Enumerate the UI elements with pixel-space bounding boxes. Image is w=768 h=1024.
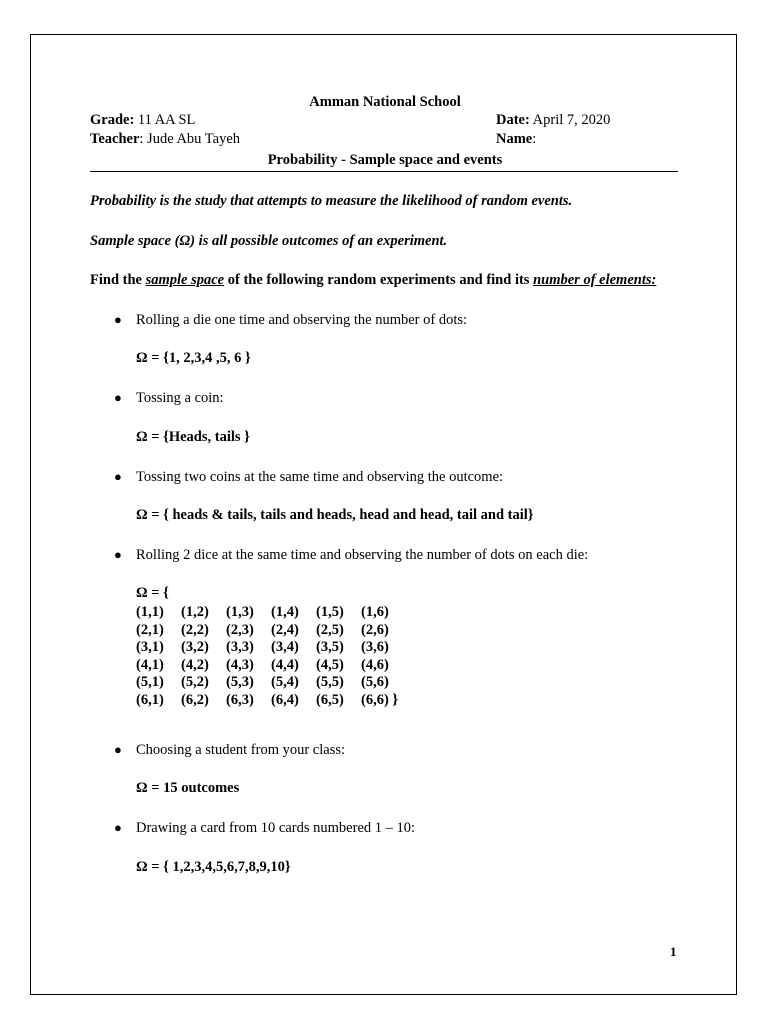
grade-line <box>90 112 195 129</box>
bullet-icon: ● <box>114 312 122 327</box>
dice-grid-row <box>136 674 398 692</box>
dice-outcomes-grid <box>136 604 398 710</box>
item-question: Tossing two coins at the same time and observing the outcome: <box>136 469 504 485</box>
teacher-label: Teacher <box>90 131 140 147</box>
number-of-elements-term: number of elements: <box>533 272 657 288</box>
dice-outcome-cell: (4,6) <box>361 656 389 673</box>
dice-grid-row <box>136 657 398 675</box>
dice-outcome-cell: (6,3) <box>226 691 254 708</box>
dice-grid-row <box>136 604 398 622</box>
grade-label: Grade: <box>90 112 135 128</box>
name-label: Name <box>496 131 533 147</box>
dice-outcome-cell: (5,5) <box>316 674 344 691</box>
dice-outcome-cell: (3,2) <box>181 639 209 656</box>
dice-outcome-cell: (3,3) <box>226 639 254 656</box>
page-number: 1 <box>670 944 677 959</box>
dice-outcome-cell: (2,5) <box>316 621 344 638</box>
item-question: Rolling 2 dice at the same time and observing the number of dots on each die: <box>136 547 589 563</box>
dice-outcome-cell: (2,1) <box>136 621 164 638</box>
header-rule <box>90 171 678 172</box>
dice-outcome-cell: (6,1) <box>136 691 164 708</box>
item-question: Drawing a card from 10 cards numbered 1 – 10: <box>136 820 416 836</box>
item-answer: Ω = {1, 2,3,4 ,5, 6 } <box>136 350 251 366</box>
item-answer: Ω = { 1,2,3,4,5,6,7,8,9,10} <box>136 859 291 875</box>
dice-outcome-cell: (1,4) <box>271 604 299 620</box>
bullet-icon: ● <box>114 547 122 562</box>
worksheet-title: Probability - Sample space and events <box>267 152 503 168</box>
dice-outcome-cell: (4,4) <box>271 656 299 673</box>
dice-outcome-cell: (2,3) <box>226 621 254 638</box>
sample-space-definition: Sample space (Ω) is all possible outcomes of an experiment. <box>90 233 448 249</box>
dice-outcome-cell: (3,6) <box>361 639 389 656</box>
item-question: Tossing a coin: <box>136 390 224 406</box>
name-line <box>496 131 536 148</box>
dice-outcome-cell: (6,2) <box>181 691 209 708</box>
dice-outcome-cell: (1,3) <box>226 604 254 620</box>
teacher-value: : Jude Abu Tayeh <box>139 131 241 147</box>
item-question: Rolling a die one time and observing the number of dots: <box>136 312 468 328</box>
dice-outcome-cell: (5,6) <box>361 674 389 691</box>
bullet-icon: ● <box>114 820 122 835</box>
item-question: Choosing a student from your class: <box>136 742 346 758</box>
dice-grid-row <box>136 622 398 640</box>
dice-outcome-cell: (2,2) <box>181 621 209 638</box>
sample-space-term: sample space <box>145 272 225 288</box>
bullet-icon: ● <box>114 390 122 405</box>
dice-outcome-cell: (6,5) <box>316 691 344 708</box>
probability-definition: Probability is the study that attempts to measure the likelihood of random events. <box>90 193 573 209</box>
date-label: Date: <box>496 112 530 128</box>
name-value: : <box>532 131 537 147</box>
dice-outcome-cell: (1,5) <box>316 604 344 620</box>
dice-outcome-cell: (5,4) <box>271 674 299 691</box>
dice-outcome-cell: (2,6) <box>361 621 389 638</box>
dice-outcome-cell: (1,2) <box>181 604 209 620</box>
dice-outcome-cell: (4,5) <box>316 656 344 673</box>
task-instructions: Find the sample space of the following random experiments and find its number of elements: <box>90 272 657 288</box>
dice-outcome-cell: (2,4) <box>271 621 299 638</box>
grade-value: 11 AA SL <box>137 112 196 128</box>
school-name: Amman National School <box>309 94 461 110</box>
date-line <box>496 112 610 129</box>
dice-grid-row <box>136 692 398 710</box>
dice-outcome-cell: (4,2) <box>181 656 209 673</box>
dice-outcome-cell: (6,4) <box>271 691 299 708</box>
dice-outcome-cell: (4,3) <box>226 656 254 673</box>
dice-outcome-cell: (5,3) <box>226 674 254 691</box>
dice-outcome-cell: (4,1) <box>136 656 164 673</box>
dice-outcome-cell: (5,1) <box>136 674 164 691</box>
dice-outcome-cell: (1,1) <box>136 604 164 620</box>
dice-outcome-cell: (3,4) <box>271 639 299 656</box>
bullet-icon: ● <box>114 742 122 757</box>
dice-outcome-cell: (6,6) } <box>361 691 399 708</box>
teacher-line <box>90 131 240 148</box>
item-answer: Ω = 15 outcomes <box>136 780 240 796</box>
dice-outcome-cell: (3,1) <box>136 639 164 656</box>
dice-outcome-cell: (1,6) <box>361 604 389 620</box>
item-answer: Ω = { <box>136 585 169 601</box>
bullet-icon: ● <box>114 469 122 484</box>
item-answer: Ω = { heads & tails, tails and heads, head and head, tail and tail} <box>136 507 534 523</box>
date-value: April 7, 2020 <box>532 112 611 128</box>
dice-grid-row <box>136 639 398 657</box>
dice-outcome-cell: (5,2) <box>181 674 209 691</box>
dice-outcome-cell: (3,5) <box>316 639 344 656</box>
item-answer: Ω = {Heads, tails } <box>136 429 250 445</box>
